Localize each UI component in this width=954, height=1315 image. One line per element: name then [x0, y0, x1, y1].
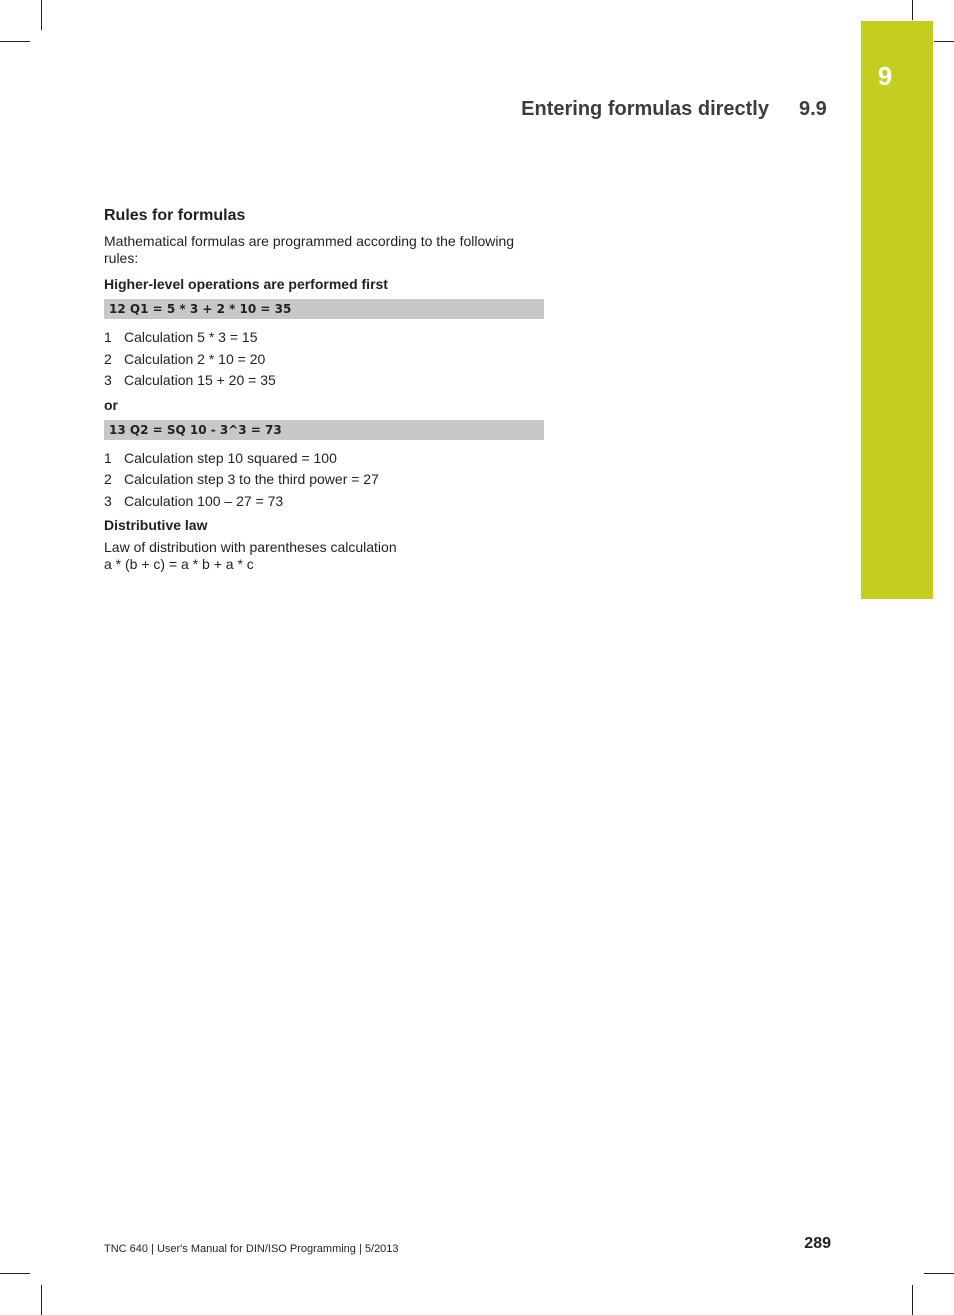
or-label: or [104, 396, 118, 413]
list-item: 3 Calculation 100 – 27 = 73 [104, 492, 284, 509]
intro-paragraph: Mathematical formulas are programmed according to the following rules: [104, 233, 515, 266]
crop-mark [924, 1273, 954, 1274]
crop-mark [912, 1285, 913, 1315]
crop-mark [41, 0, 42, 30]
main-content [104, 205, 544, 573]
chapter-tab [861, 21, 933, 599]
section-heading: Rules for formulas [104, 207, 246, 224]
steps-list-2 [104, 448, 544, 513]
page-number: 289 [804, 1235, 831, 1252]
running-header-section: 9.9 [799, 98, 827, 120]
crop-mark [41, 1285, 42, 1315]
footer-text: TNC 640 | User's Manual for DIN/ISO Programming | 5/2013 [104, 1243, 399, 1255]
crop-mark [0, 41, 30, 42]
steps-list-1 [104, 327, 544, 392]
code-example-1: 12 Q1 = 5 * 3 + 2 * 10 = 35 [104, 299, 544, 319]
crop-mark [0, 1273, 30, 1274]
list-item: 1 Calculation step 10 squared = 100 [104, 449, 337, 466]
distributive-description: Law of distribution with parentheses calculation [104, 539, 397, 555]
list-item: 1 Calculation 5 * 3 = 15 [104, 329, 258, 345]
list-item: 2 Calculation 2 * 10 = 20 [104, 350, 266, 367]
precedence-subheading: Higher-level operations are performed first [104, 276, 388, 292]
chapter-number: 9 [877, 61, 893, 91]
code-example-2: 13 Q2 = SQ 10 - 3^3 = 73 [104, 420, 544, 440]
crop-mark [934, 41, 954, 42]
list-item: 3 Calculation 15 + 20 = 35 [104, 372, 276, 388]
distributive-formula: a * (b + c) = a * b + a * c [104, 556, 254, 572]
crop-mark [912, 0, 913, 20]
distributive-subheading: Distributive law [104, 517, 208, 533]
running-header-title: Entering formulas directly [521, 98, 769, 120]
list-item: 2 Calculation step 3 to the third power = 27 [104, 471, 379, 487]
